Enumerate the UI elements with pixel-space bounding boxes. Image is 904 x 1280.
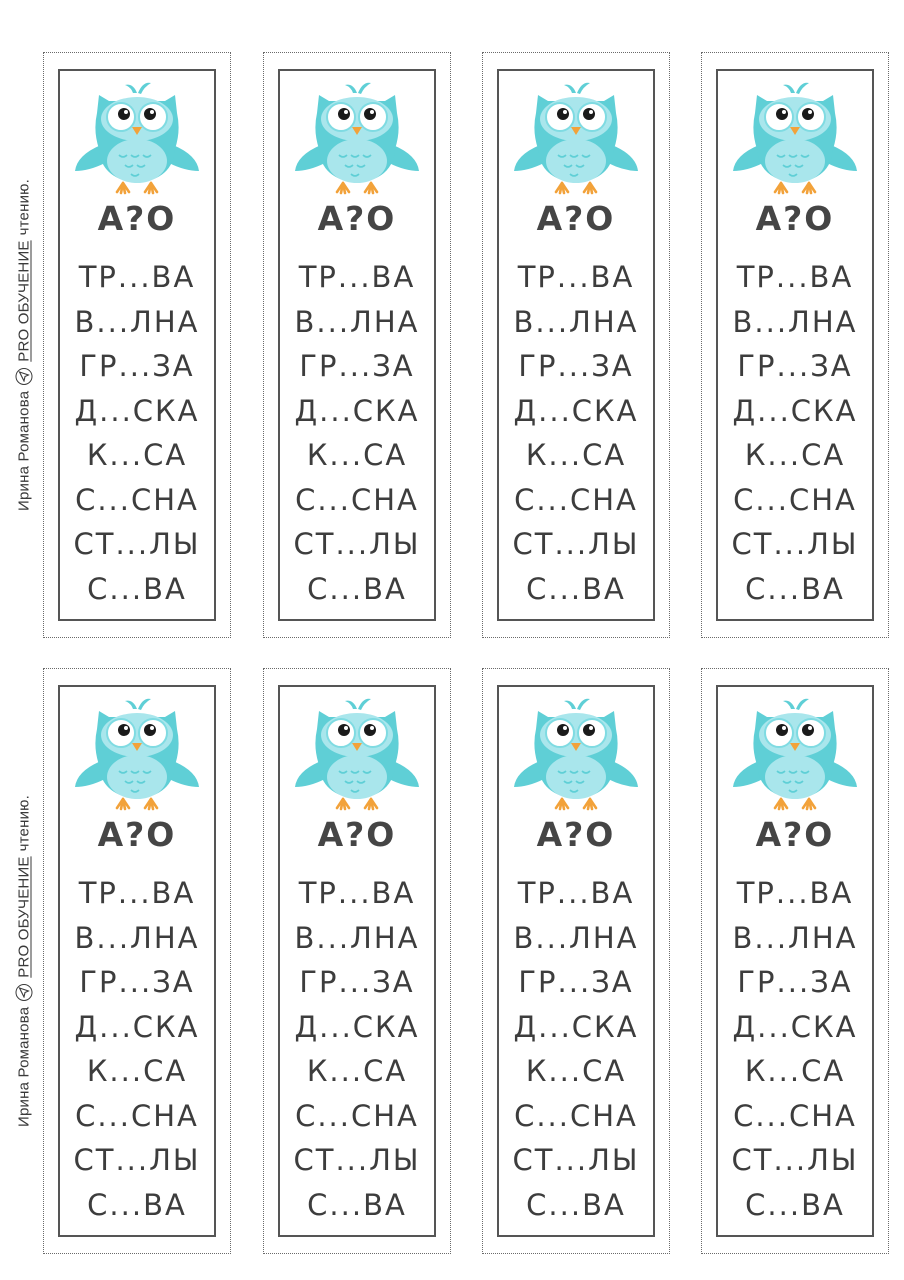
word-item: С...СНА bbox=[295, 482, 419, 517]
word-item: СТ...ЛЫ bbox=[512, 527, 640, 561]
bookmark-title: А?О bbox=[755, 815, 835, 854]
word-item: К...СА bbox=[306, 1054, 408, 1088]
word-item: СТ...ЛЫ bbox=[512, 1143, 640, 1177]
word-item: С...ВА bbox=[745, 1187, 845, 1222]
word-item: В...ЛНА bbox=[732, 920, 858, 955]
bookmark-frame bbox=[497, 69, 655, 621]
word-item: К...СА bbox=[744, 1054, 846, 1088]
bookmark-card bbox=[701, 52, 889, 638]
owl-illustration bbox=[295, 695, 419, 813]
word-item: Д...СКА bbox=[294, 1009, 420, 1044]
bookmark-title: А?О bbox=[536, 815, 616, 854]
bookmark-card bbox=[482, 52, 670, 638]
word-item: С...ВА bbox=[526, 1187, 626, 1222]
word-list bbox=[280, 255, 434, 611]
word-item: ТР...ВА bbox=[298, 260, 416, 294]
bookmark-frame bbox=[58, 685, 216, 1237]
word-item: ГР...ЗА bbox=[79, 349, 195, 383]
bookmark-frame bbox=[716, 685, 874, 1237]
bookmark-card bbox=[701, 668, 889, 1254]
word-item: Д...СКА bbox=[74, 393, 200, 428]
bookmark-card bbox=[43, 668, 231, 1254]
author-name: Ирина Романова bbox=[15, 1006, 33, 1127]
word-item: ТР...ВА bbox=[78, 260, 196, 294]
word-list bbox=[60, 871, 214, 1227]
word-item: С...ВА bbox=[87, 571, 187, 606]
word-item: ГР...ЗА bbox=[737, 965, 853, 999]
word-item: СТ...ЛЫ bbox=[73, 1143, 201, 1177]
owl-illustration bbox=[733, 695, 857, 813]
author-credit bbox=[7, 668, 41, 1254]
word-item: С...СНА bbox=[295, 1098, 419, 1133]
word-item: ГР...ЗА bbox=[737, 349, 853, 383]
word-item: ГР...ЗА bbox=[79, 965, 195, 999]
word-item: К...СА bbox=[744, 438, 846, 472]
bookmark-title: А?О bbox=[97, 199, 177, 238]
word-item: В...ЛНА bbox=[74, 304, 200, 339]
word-item: С...ВА bbox=[526, 571, 626, 606]
word-item: С...ВА bbox=[307, 1187, 407, 1222]
brand-name: PRO ОБУЧЕНИЕ bbox=[15, 856, 33, 978]
word-item: В...ЛНА bbox=[732, 304, 858, 339]
bookmark-title: А?О bbox=[536, 199, 616, 238]
bookmark-card bbox=[263, 668, 451, 1254]
bookmark-frame bbox=[278, 69, 436, 621]
author-name: Ирина Романова bbox=[15, 390, 33, 511]
bookmark-frame bbox=[716, 69, 874, 621]
brand-suffix: чтению. bbox=[15, 179, 33, 236]
word-item: С...СНА bbox=[733, 1098, 857, 1133]
word-item: ТР...ВА bbox=[517, 260, 635, 294]
brand-name: PRO ОБУЧЕНИЕ bbox=[15, 240, 33, 362]
word-item: ТР...ВА bbox=[78, 876, 196, 910]
bookmark-title: А?О bbox=[317, 199, 397, 238]
owl-illustration bbox=[514, 695, 638, 813]
word-item: С...СНА bbox=[733, 482, 857, 517]
word-item: ГР...ЗА bbox=[299, 965, 415, 999]
word-item: ТР...ВА bbox=[736, 876, 854, 910]
paper-plane-icon bbox=[16, 368, 33, 385]
word-item: В...ЛНА bbox=[513, 304, 639, 339]
word-item: СТ...ЛЫ bbox=[293, 1143, 421, 1177]
paper-plane-icon bbox=[16, 984, 33, 1001]
bookmark-frame bbox=[497, 685, 655, 1237]
word-item: СТ...ЛЫ bbox=[73, 527, 201, 561]
owl-illustration bbox=[75, 79, 199, 197]
word-list bbox=[718, 255, 872, 611]
word-item: С...СНА bbox=[514, 1098, 638, 1133]
word-list bbox=[60, 255, 214, 611]
owl-illustration bbox=[295, 79, 419, 197]
word-item: К...СА bbox=[86, 1054, 188, 1088]
word-item: Д...СКА bbox=[513, 393, 639, 428]
bookmark-card bbox=[263, 52, 451, 638]
word-item: Д...СКА bbox=[513, 1009, 639, 1044]
word-item: В...ЛНА bbox=[513, 920, 639, 955]
word-list bbox=[280, 871, 434, 1227]
word-item: ГР...ЗА bbox=[299, 349, 415, 383]
word-item: ГР...ЗА bbox=[518, 965, 634, 999]
owl-illustration bbox=[514, 79, 638, 197]
word-list bbox=[499, 255, 653, 611]
word-item: К...СА bbox=[306, 438, 408, 472]
word-list bbox=[499, 871, 653, 1227]
word-item: Д...СКА bbox=[74, 1009, 200, 1044]
word-item: С...ВА bbox=[745, 571, 845, 606]
word-item: ТР...ВА bbox=[517, 876, 635, 910]
word-list bbox=[718, 871, 872, 1227]
bookmark-title: А?О bbox=[755, 199, 835, 238]
author-credit bbox=[7, 52, 41, 638]
bookmark-title: А?О bbox=[97, 815, 177, 854]
bookmark-title: А?О bbox=[317, 815, 397, 854]
word-item: СТ...ЛЫ bbox=[731, 1143, 859, 1177]
word-item: ТР...ВА bbox=[298, 876, 416, 910]
word-item: СТ...ЛЫ bbox=[731, 527, 859, 561]
word-item: ТР...ВА bbox=[736, 260, 854, 294]
word-item: Д...СКА bbox=[732, 1009, 858, 1044]
word-item: Д...СКА bbox=[732, 393, 858, 428]
word-item: К...СА bbox=[525, 438, 627, 472]
word-item: Д...СКА bbox=[294, 393, 420, 428]
word-item: С...ВА bbox=[307, 571, 407, 606]
brand-suffix: чтению. bbox=[15, 795, 33, 852]
word-item: ГР...ЗА bbox=[518, 349, 634, 383]
word-item: С...СНА bbox=[75, 482, 199, 517]
word-item: К...СА bbox=[86, 438, 188, 472]
bookmark-frame bbox=[278, 685, 436, 1237]
word-item: К...СА bbox=[525, 1054, 627, 1088]
word-item: В...ЛНА bbox=[294, 304, 420, 339]
word-item: С...СНА bbox=[514, 482, 638, 517]
bookmark-card bbox=[482, 668, 670, 1254]
owl-illustration bbox=[733, 79, 857, 197]
word-item: В...ЛНА bbox=[74, 920, 200, 955]
word-item: СТ...ЛЫ bbox=[293, 527, 421, 561]
word-item: С...ВА bbox=[87, 1187, 187, 1222]
bookmark-frame bbox=[58, 69, 216, 621]
owl-illustration bbox=[75, 695, 199, 813]
bookmark-card bbox=[43, 52, 231, 638]
word-item: С...СНА bbox=[75, 1098, 199, 1133]
word-item: В...ЛНА bbox=[294, 920, 420, 955]
